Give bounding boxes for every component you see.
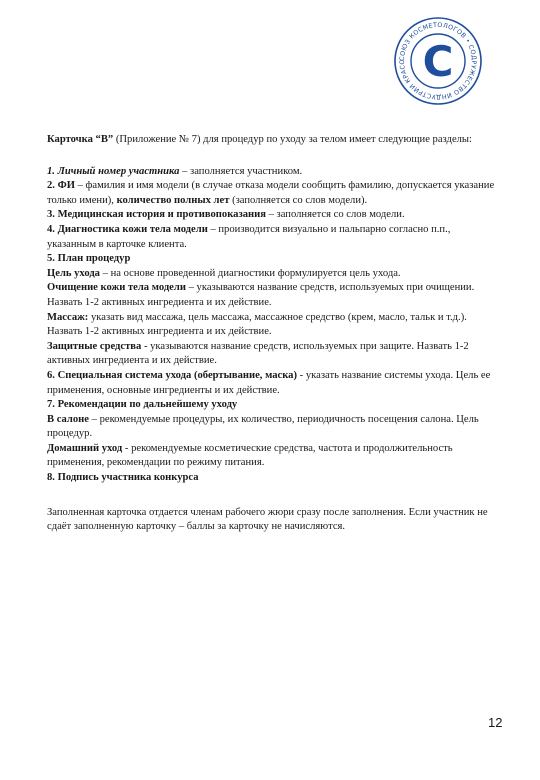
cleansing-label: Очищение кожи тела модели	[47, 282, 186, 294]
protect-item	[47, 340, 499, 369]
svg-text:С: С	[422, 37, 454, 86]
section-3-label: 3. Медицинская история и противопоказания	[47, 209, 266, 221]
section-1	[47, 165, 499, 180]
salon-label: В салоне	[47, 413, 89, 425]
closing-paragraph: Заполненная карточка отдается членам рабочего жюри сразу после заполнения. Если участник не сдаёт заполненную карточку – баллы за карточку не начисляются.	[47, 506, 488, 533]
home-care-text: - рекомендуемые косметические средства, частота и продолжительность применения, рекомендации по режиму питания.	[47, 442, 453, 469]
section-2-age-label: количество полных лет	[116, 194, 230, 206]
section-4	[47, 223, 499, 252]
card-b-title: Карточка “В”	[47, 134, 114, 145]
section-7	[47, 398, 499, 413]
massage-label: Массаж:	[47, 311, 89, 323]
section-8-label: 8. Подпись участника конкурса	[47, 472, 199, 484]
cleansing-item	[47, 281, 499, 310]
document-body	[47, 133, 499, 535]
section-3	[47, 208, 499, 223]
section-5	[47, 252, 499, 267]
salon-text: – рекомендуемые процедуры, их количество, периодичность посещения салона. Цель процедур.	[47, 413, 479, 440]
section-2-text: – фамилия и имя модели (в случае отказа модели сообщить фамилию, допускается указание только имени),	[47, 180, 495, 206]
home-care-label: Домашний уход	[47, 442, 123, 454]
intro-paragraph	[47, 133, 499, 148]
section-3-text: – заполняется со слов модели.	[265, 209, 405, 221]
massage-item	[47, 311, 499, 340]
page-number: 12	[488, 715, 503, 730]
section-6	[47, 369, 499, 398]
section-1-text: – заполняется участником.	[179, 165, 303, 177]
section-1-label: 1. Личный номер участника	[47, 165, 180, 177]
section-8	[47, 471, 499, 486]
section-2-age-text: (заполняется со слов модели).	[229, 194, 368, 206]
section-4-text: – производится визуально и пальпарно согласно п.п., указанным в карточке клиента.	[47, 223, 451, 250]
section-2	[47, 179, 499, 208]
section-7-label: 7. Рекомендации по дальнейшему уходу	[47, 399, 238, 411]
section-2-label: 2. ФИ	[47, 180, 75, 192]
section-4-label: 4. Диагностика кожи тела модели	[47, 223, 208, 235]
home-care-item	[47, 442, 499, 471]
association-seal-logo	[392, 15, 484, 107]
protect-text: - указываются название средств, используемых при защите. Назвать 1-2 активных ингредиента и их действие.	[47, 340, 469, 367]
goal-text: – на основе проведенной диагностики формулируется цель ухода.	[99, 267, 401, 279]
protect-label: Защитные средства	[47, 340, 142, 352]
goal-item	[47, 267, 499, 282]
section-5-label: 5. План процедур	[47, 253, 131, 265]
massage-text: указать вид массажа, цель массажа, массажное средство (крем, масло, тальк и т.д.). Назвать 1-2 активных ингредиента и их действие.	[47, 311, 467, 338]
salon-item	[47, 413, 499, 442]
cleansing-text: – указываются название средств, используемых при очищении. Назвать 1-2 активных ингредиента и их действие.	[47, 282, 475, 308]
section-6-label: 6. Специальная система ухода (обертывание, маска)	[47, 369, 298, 381]
section-6-text: - указать название системы ухода. Цель ее применения, основные ингредиенты и их действие.	[47, 369, 491, 396]
goal-label: Цель ухода	[47, 267, 100, 279]
intro-text: (Приложение № 7) для процедур по уходу за телом имеет следующие разделы:	[113, 134, 472, 145]
svg-text:СОЮЗ КОСМЕТОЛОГОВ • СОДРУЖЕСТВ: СОЮЗ КОСМЕТОЛОГОВ • СОДРУЖЕСТВО ИНДУСТРИИ КРАСО	[398, 21, 478, 101]
